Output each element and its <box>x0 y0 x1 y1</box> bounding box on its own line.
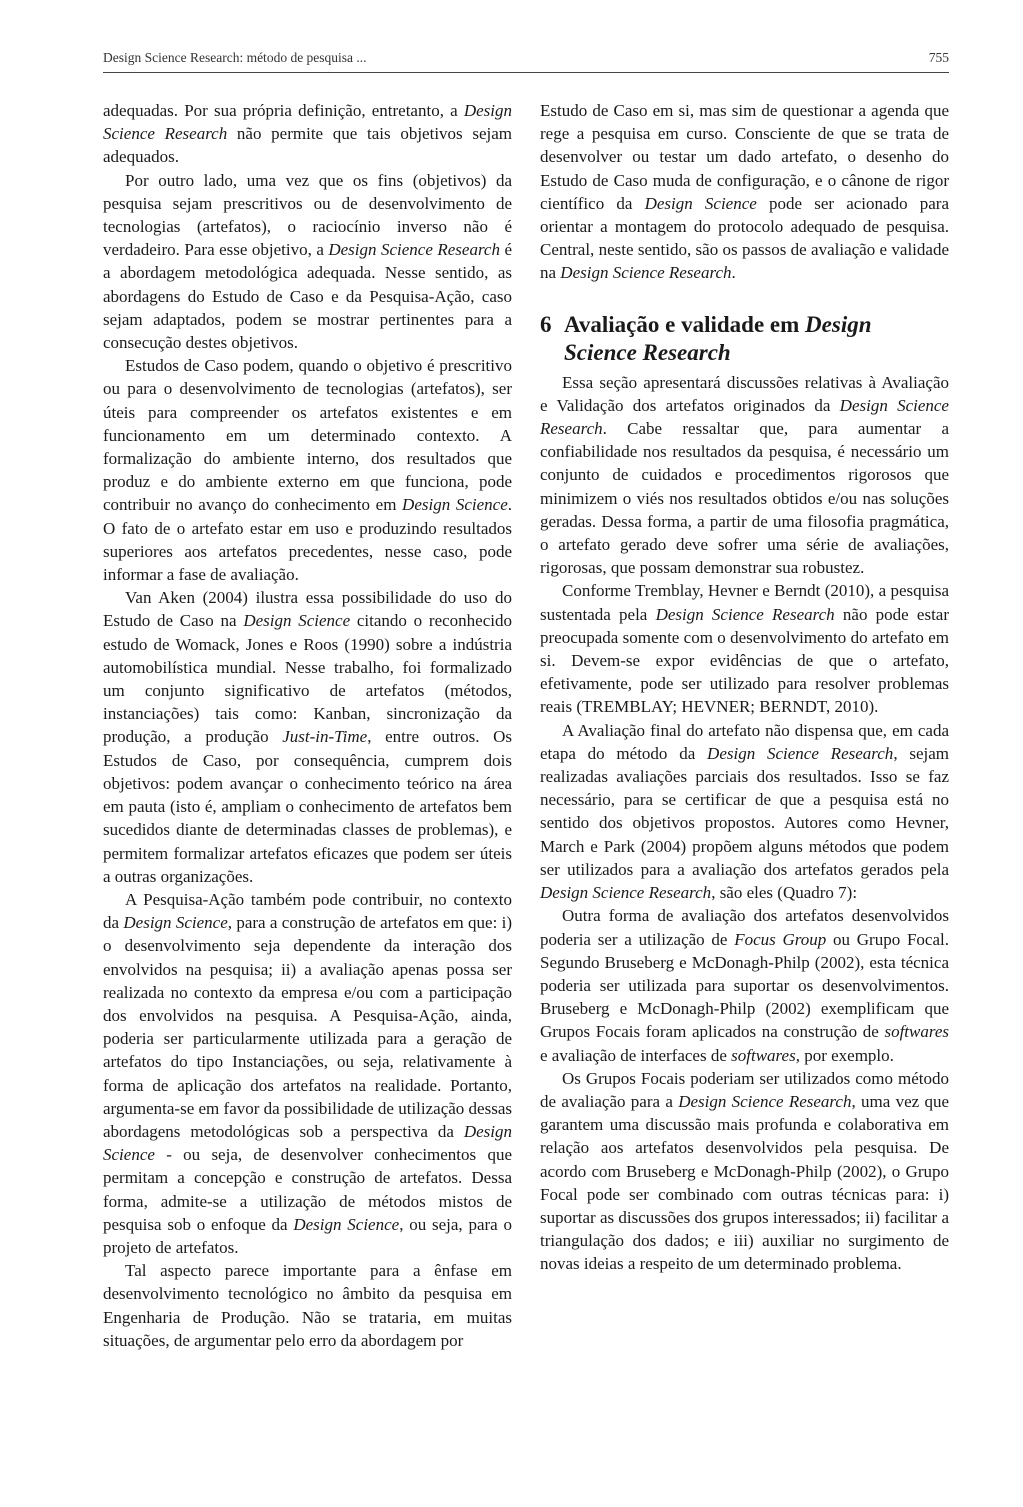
paragraph: Os Grupos Focais poderiam ser utilizados como método de avaliação para a Design Science Research, uma vez que garantem uma discussão mais profunda e colaborativa em relação aos artefatos desenvolvidos pela pesquisa. De acordo com Bruseberg e McDonagh-Philp (2002), o Grupo Focal pode ser combinado com outras técnicas para: i) suportar as discussões dos grupos interessados; ii) facilitar a triangulação dos dados; e iii) auxiliar no surgimento de novas ideias a respeito de um determinado problema. <box>540 1068 949 1274</box>
paragraph: Essa seção apresentará discussões relativas à Avaliação e Validação dos artefatos originados da Design Science Research. Cabe ressaltar que, para aumentar a confiabilidade nos resultados da pesquisa, é necessário um conjunto de cuidados e procedimentos rigorosos que minimizem o viés nos resultados obtidos e/ou nas soluções geradas. Dessa forma, a partir de uma filosofia pragmática, o artefato gerado deve sofrer uma série de avaliações, rigorosas, que possam demonstrar sua robustez. <box>540 372 949 578</box>
paragraph: A Avaliação final do artefato não dispensa que, em cada etapa do método da Design Science Research, sejam realizadas avaliações parciais dos resultados. Isso se faz necessário, para se certificar de que a pesquisa está no sentido dos objetivos propostos. Autores como Hevner, March e Park (2004) propõem alguns métodos que podem ser utilizados para a avaliação dos artefatos gerados pela Design Science Research, são eles (Quadro 7): <box>540 720 950 903</box>
paragraph: adequadas. Por sua própria definição, entretanto, a Design Science Research não permite que tais objetivos sejam adequados. <box>103 101 513 167</box>
section-title-italic: Design Science Research <box>564 311 872 365</box>
paragraph: Por outro lado, uma vez que os fins (objetivos) da pesquisa sejam prescritivos ou de desenvolvimento de tecnologias (artefatos), o raciocínio inverso não é verdadeiro. Para esse objetivo, a Design Science Research é a abordagem metodológica adequada. Nesse sentido, as abordagens do Estudo de Caso e da Pesquisa-Ação, caso sejam adaptados, podem se mostrar pertinentes para a consecução destes objetivos. <box>103 170 513 353</box>
paragraph: A Pesquisa-Ação também pode contribuir, no contexto da Design Science, para a construção de artefatos em que: i) o desenvolvimento seja dependente da interação dos envolvidos na pesquisa; ii) a avaliação apenas possa ser realizada no contexto da empresa e/ou com a participação dos envolvidos na pesquisa. A Pesquisa-Ação, ainda, poderia ser particularmente utilizada para a geração de artefatos do tipo Instanciações, ou seja, relativamente à forma de aplicação dos artefatos na realidade. Portanto, argumenta-se em favor da possibilidade de utilização dessas abordagens metodológicas sob a perspectiva da Design Science - ou seja, de desenvolver conhecimentos que permitam a concepção e construção de artefatos. Dessa forma, admite-se a utilização de métodos mistos de pesquisa sob o enfoque da Design Science, ou seja, para o projeto de artefatos. <box>103 889 512 1257</box>
paragraph: Van Aken (2004) ilustra essa possibilidade do uso do Estudo de Caso na Design Science citando o reconhecido estudo de Womack, Jones e Roos (1990) sobre a indústria automobilística mundial. Nesse trabalho, foi formalizado um conjunto significativo de artefatos (métodos, instanciações) tais como: Kanban, sincronização da produção, a produção Just-in-Time, entre outros. Os Estudos de Caso, por consequência, cumprem dois objetivos: podem avançar o conhecimento teórico na área em pauta (isto é, ampliam o conhecimento de artefatos bem sucedidos diante de determinadas classes de problemas), e permitem formalizar artefatos eficazes que podem ser úteis a outras organizações. <box>103 588 512 886</box>
paragraph: Estudos de Caso podem, quando o objetivo é prescritivo ou para o desenvolvimento de tecnologias (artefatos), ser úteis para compreender os artefatos existentes e em funcionamento em um determinado contexto. A formalização do ambiente interno, dos resultados que produz e do ambiente externo em que funciona, pode contribuir no avanço do conhecimento em Design Science. O fato de o artefato estar em uso e produzindo resultados superiores aos artefatos precedentes, nesse caso, pode informar a fase de avaliação. <box>103 356 512 585</box>
paragraph: Estudo de Caso em si, mas sim de questionar a agenda que rege a pesquisa em curso. Consciente de que se trata de desenvolver ou testar um dado artefato, o desenho do Estudo de Caso muda de configuração, e o cânone de rigor científico da Design Science pode ser acionado para orientar a montagem do protocolo adequado de pesquisa. Central, neste sentido, são os passos de avaliação e validade na Design Science Research. <box>540 101 949 283</box>
section-heading <box>540 311 949 367</box>
section-title: Avaliação e validade em <box>564 311 806 337</box>
paragraph: Conforme Tremblay, Hevner e Berndt (2010), a pesquisa sustentada pela Design Science Research não pode estar preocupada somente com o desenvolvimento do artefato em si. Devem-se expor evidências de que o artefato, efetivamente, pode ser utilizado para resolver problemas reais (TREMBLAY; HEVNER; BERNDT, 2010). <box>540 581 950 717</box>
paragraph: Tal aspecto parece importante para a ênfase em desenvolvimento tecnológico no âmbito da pesquisa em Engenharia de Produção. Não se trataria, em muitas situações, de argumentar pelo erro da abordagem por <box>103 1261 512 1350</box>
running-header <box>103 50 949 73</box>
page-number: 755 <box>928 50 949 65</box>
running-title: Design Science Research: método de pesquisa ... <box>103 50 367 65</box>
left-column <box>103 99 512 1352</box>
section-number: 6 <box>540 311 552 337</box>
right-column <box>540 99 949 1276</box>
paragraph: Outra forma de avaliação dos artefatos desenvolvidos poderia ser a utilização de Focus Group ou Grupo Focal. Segundo Bruseberg e McDonagh-Philp (2002), esta técnica poderia ser utilizada para suportar os desenvolvimentos. Bruseberg e McDonagh-Philp (2002) exemplificam que Grupos Focais foram aplicados na construção de softwares e avaliação de interfaces de softwares, por exemplo. <box>540 906 949 1065</box>
